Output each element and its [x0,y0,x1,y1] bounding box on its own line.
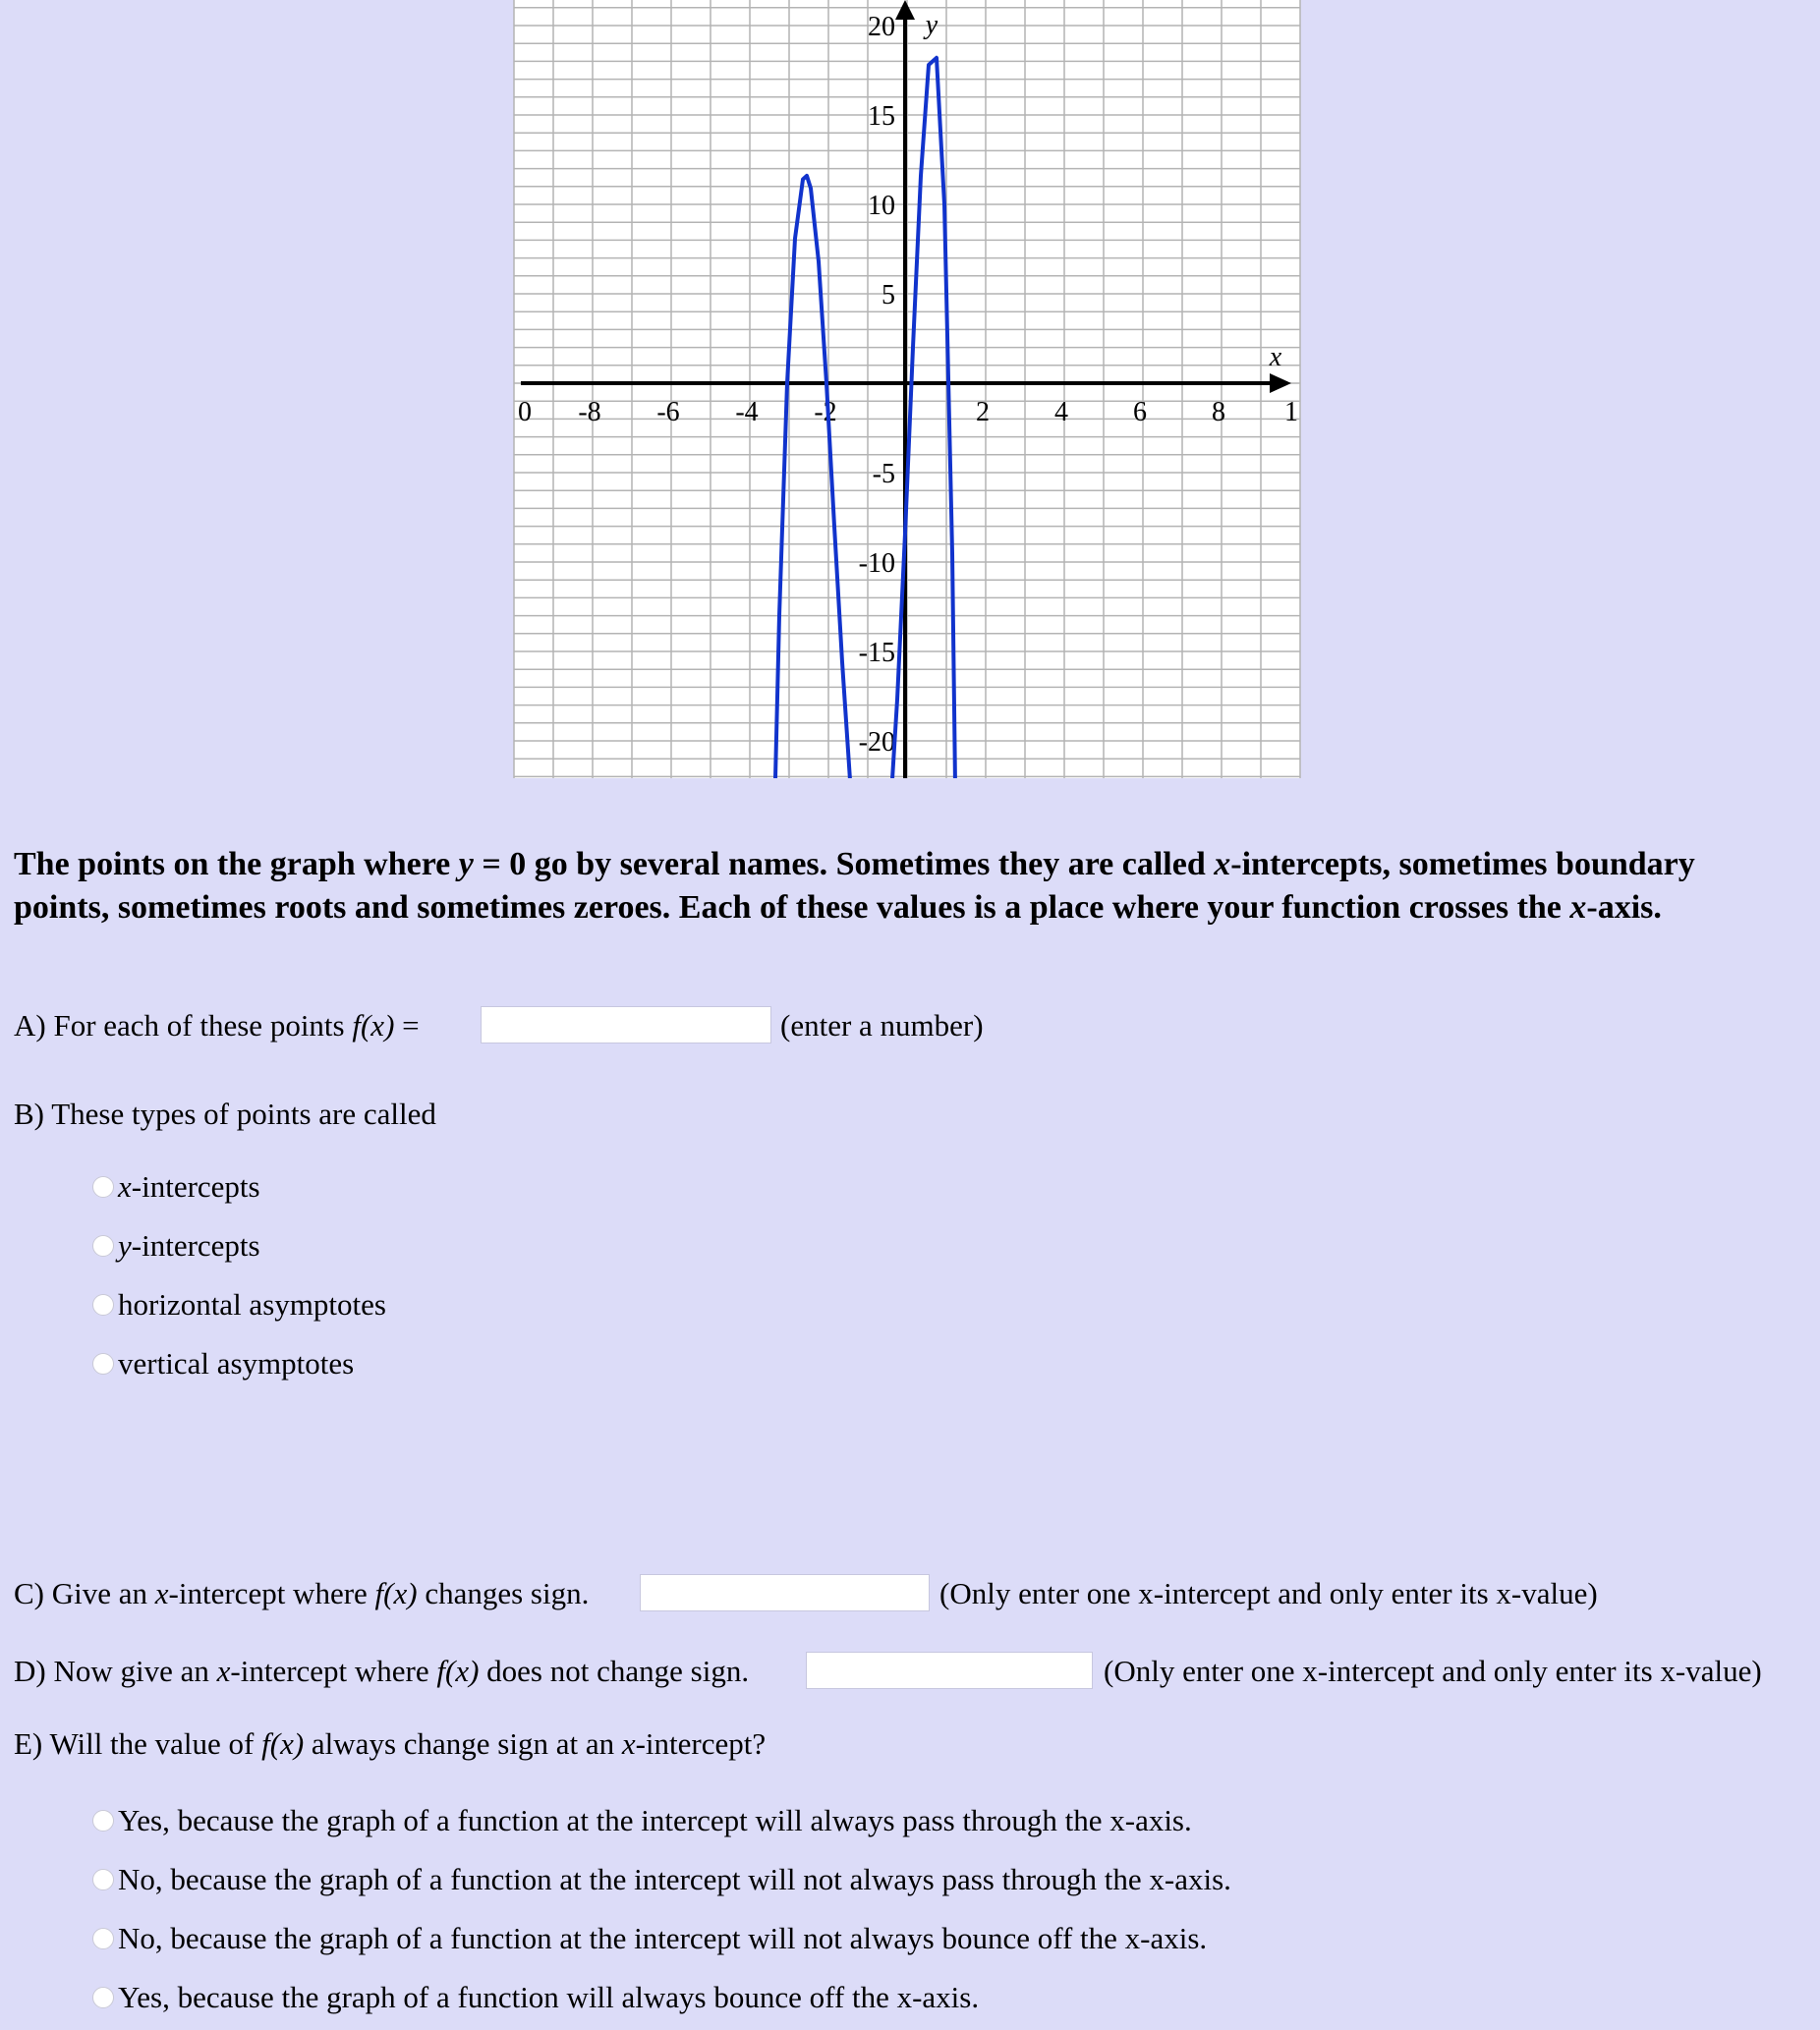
radio-circle[interactable] [92,1235,114,1257]
y-tick-label: 5 [882,280,895,310]
x-tick-label: -2 [814,397,837,427]
x-tick-label: 1 [1284,397,1298,427]
radio-circle[interactable] [92,1928,114,1949]
intro-text: The points on the graph where y = 0 go by several names. Sometimes they are called x-intercepts, sometimes boundary points, sometimes roots and sometimes zeroes. Each of these values is a place where your function crosses the x-axis. [14,846,1695,926]
radio-e-option-4[interactable]: Yes, because the graph of a function will always bounce off the x-axis. [92,1978,979,2017]
radio-circle[interactable] [92,1810,114,1832]
radio-e-option-3[interactable]: No, because the graph of a function at the intercept will not always bounce off the x-axis. [92,1919,1207,1958]
radio-circle[interactable] [92,1294,114,1316]
y-tick-label: -10 [858,548,895,579]
question-d: D) Now give an x-intercept where f(x) does not change sign. [14,1654,750,1688]
radio-circle[interactable] [92,1869,114,1890]
radio-b-vertical-asymptotes[interactable]: vertical asymptotes [92,1344,354,1383]
x-tick-label: -6 [656,397,680,427]
x-tick-label: 4 [1054,397,1068,427]
radio-circle[interactable] [92,1176,114,1198]
x-tick-label: 6 [1133,397,1147,427]
radio-e-option-2[interactable]: No, because the graph of a function at the intercept will not always pass through the x-axis. [92,1860,1231,1899]
x-tick-label: -4 [735,397,759,427]
answer-c-hint: (Only enter one x-intercept and only enter its x-value) [939,1576,1598,1610]
x-tick-label: 8 [1212,397,1225,427]
radio-b-x-intercepts[interactable]: x -intercepts [92,1167,260,1207]
question-b: B) These types of points are called [14,1097,436,1131]
radio-b-horizontal-asymptotes[interactable]: horizontal asymptotes [92,1285,386,1325]
y-tick-label: -20 [858,727,895,758]
x-tick-label: 2 [976,397,990,427]
answer-c-input[interactable] [640,1574,930,1611]
answer-d-input[interactable] [806,1652,1093,1689]
radio-e-option-1[interactable]: Yes, because the graph of a function at the intercept will always pass through the x-axis. [92,1801,1192,1840]
radio-circle[interactable] [92,1987,114,2008]
radio-circle[interactable] [92,1353,114,1375]
y-axis-label: y [925,10,938,40]
answer-d-hint: (Only enter one x-intercept and only enter its x-value) [1104,1654,1762,1688]
y-tick-label: 20 [868,12,895,42]
y-tick-label: -15 [858,638,895,668]
y-tick-label: 10 [868,191,895,221]
answer-a-input[interactable] [481,1006,771,1043]
y-tick-label: 15 [868,101,895,132]
y-tick-label: -5 [872,459,895,489]
question-a: A) For each of these points f(x) = [14,1008,420,1043]
radio-b-y-intercepts[interactable]: y -intercepts [92,1226,260,1266]
answer-a-hint: (enter a number) [780,1008,984,1043]
question-c: C) Give an x-intercept where f(x) changes sign. [14,1576,590,1610]
function-graph [511,0,1301,778]
x-tick-label: 0 [518,397,532,427]
x-tick-label: -8 [578,397,601,427]
x-axis-label: x [1269,342,1282,372]
question-e: E) Will the value of f(x) always change sign at an x-intercept? [14,1726,767,1761]
